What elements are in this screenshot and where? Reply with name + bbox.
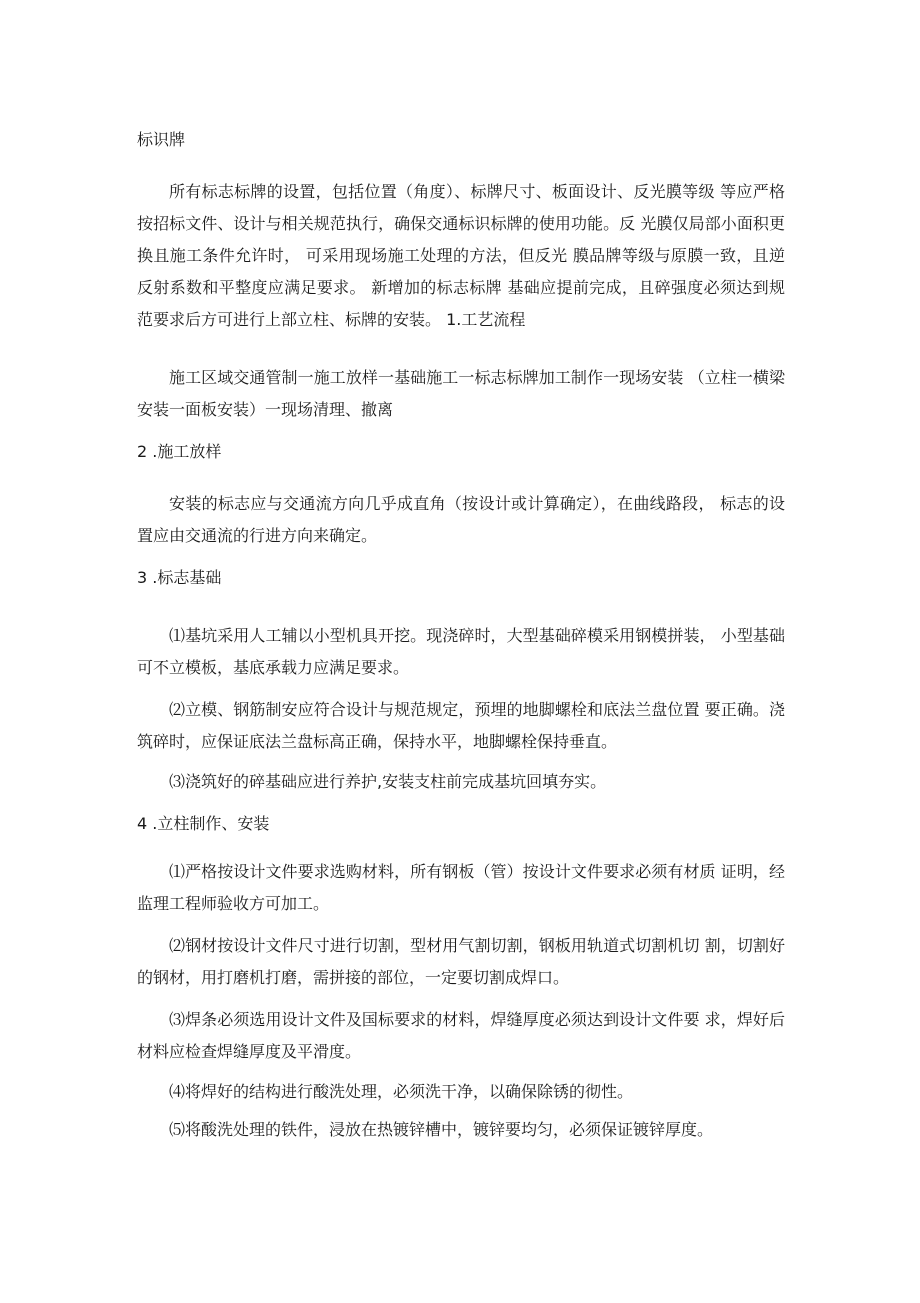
section2-paragraph: 安装的标志应与交通流方向几乎成直角（按设计或计算确定），在曲线路段， 标志的设置应由交通流的行进方向来确定。 (137, 494, 785, 545)
section3-heading: 3 .标志基础 (137, 568, 222, 587)
section3-item: ⑵立模、钢筋制安应符合设计与规范规定，预埋的地脚螺栓和底法兰盘位置 要正确。浇筑碎时，应保证底法兰盘标高正确，保持水平，地脚螺栓保持垂直。 (137, 700, 785, 751)
section4-item: ⑷将焊好的结构进行酸洗处理，必须洗干净，以确保除锈的彻性。 (169, 1082, 634, 1101)
section4-item: ⑴严格按设计文件要求选购材料，所有钢板（管）按设计文件要求必须有材质 证明，经监理工程师验收方可加工。 (137, 862, 785, 913)
section4-heading: 4 .立柱制作、安装 (137, 814, 270, 833)
document-title: 标识牌 (137, 130, 186, 149)
section4-item: ⑸将酸洗处理的铁件，浸放在热镀锌槽中，镀锌要均匀，必须保证镀锌厚度。 (169, 1120, 714, 1139)
section2-heading: 2 .施工放样 (137, 442, 222, 461)
section3-item: ⑴基坑采用人工辅以小型机具开挖。现浇碎时，大型基础碎模采用钢模拼装， 小型基础可不立模板，基底承载力应满足要求。 (137, 626, 785, 677)
section3-item: ⑶浇筑好的碎基础应进行养护,安装支柱前完成基坑回填夯实。 (169, 772, 607, 791)
intro-paragraph: 所有标志标牌的设置，包括位置（角度）、标牌尺寸、板面设计、反光膜等级 等应严格按招标文件、设计与相关规范执行，确保交通标识标牌的使用功能。反 光膜仅局部小面积更换且施工条件允许时， 可采用现场施工处理的方法，但反光 膜品牌等级与原膜一致，且逆反射系数和平整度应满足要求。 新增加的标志标牌 基础应提前完成，且碎强度必须达到规范要求后方可进行上部立柱、标牌的安装。 1.工艺流程 (137, 182, 785, 329)
section4-item: ⑵钢材按设计文件尺寸进行切割，型材用气割切割，钢板用轨道式切割机切 割，切割好的钢材，用打磨机打磨，需拼接的部位，一定要切割成焊口。 (137, 936, 785, 987)
section4-item: ⑶焊条必须选用设计文件及国标要求的材料，焊缝厚度必须达到设计文件要 求，焊好后材料应检查焊缝厚度及平滑度。 (137, 1010, 785, 1061)
process-flow-paragraph: 施工区域交通管制一施工放样一基础施工一标志标牌加工制作一现场安装 （立柱一横梁安装一面板安装）一现场清理、撤离 (137, 368, 785, 419)
